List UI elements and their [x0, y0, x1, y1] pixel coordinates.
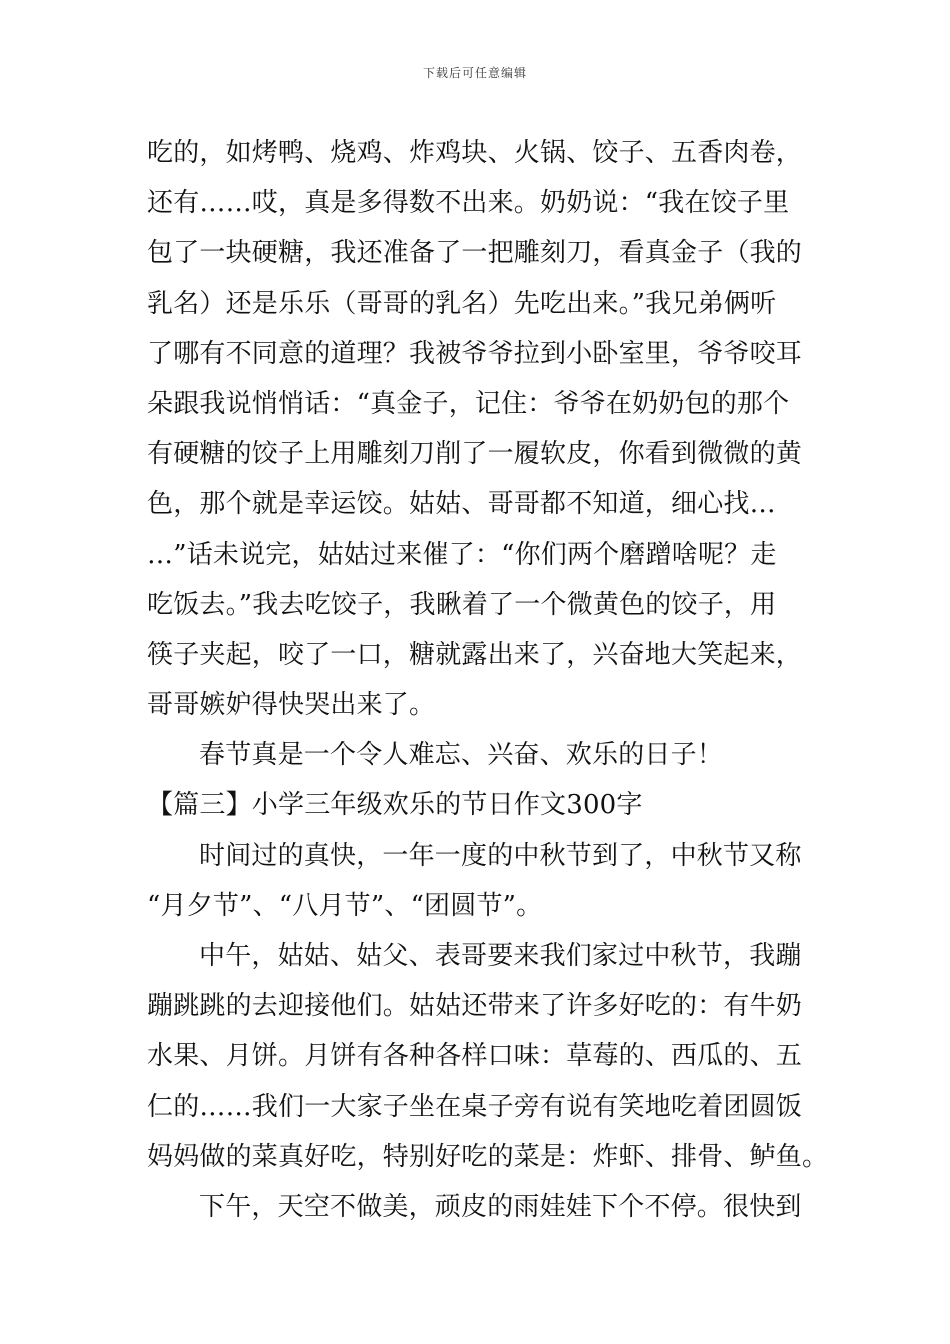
paragraph-closing-line: 春节真是一个令人难忘、兴奋、欢乐的日子！	[199, 740, 724, 771]
text-line: 妈妈做的菜真好吃，特别好吃的菜是：炸虾、排骨、鲈鱼。	[147, 1141, 829, 1172]
text-line: 朵跟我说悄悄话：“真金子，记住：爷爷在奶奶包的那个	[147, 388, 790, 419]
text-line: 哥哥嫉妒得快哭出来了。	[147, 690, 436, 721]
text-line: 色，那个就是幸运饺。姑姑、哥哥都不知道，细心找…	[147, 489, 776, 520]
paragraph-first-line: 时间过的真快，一年一度的中秋节到了，中秋节又称	[199, 840, 802, 871]
paragraph-first-line: 中午，姑姑、姑父、表哥要来我们家过中秋节，我蹦	[199, 941, 802, 971]
text-line: 包了一块硬糖，我还准备了一把雕刻刀，看真金子（我的	[147, 238, 803, 269]
text-line: 蹦跳跳的去迎接他们。姑姑还带来了许多好吃的：有牛奶	[147, 991, 803, 1022]
text-line: …”话未说完，姑姑过来催了：“你们两个磨蹭啥呢？走	[147, 539, 777, 570]
text-line: 吃的，如烤鸭、烧鸡、炸鸡块、火锅、饺子、五香肉卷，	[147, 138, 803, 168]
page-header: 下载后可任意编辑	[422, 66, 527, 80]
essay-body	[147, 128, 829, 1232]
text-line: 还有……哎，真是多得数不出来。奶奶说：“我在饺子里	[147, 188, 790, 219]
text-line: 有硬糖的饺子上用雕刻刀削了一履软皮，你看到微微的黄	[147, 439, 803, 470]
text-line: 乳名）还是乐乐（哥哥的乳名）先吃出来。”我兄弟俩听	[147, 288, 777, 319]
text-line: 水果、月饼。月饼有各种各样口味：草莓的、西瓜的、五	[147, 1041, 803, 1072]
text-line: 了哪有不同意的道理？我被爷爷拉到小卧室里，爷爷咬耳	[147, 338, 803, 369]
text-line: 仁的……我们一大家子坐在桌子旁有说有笑地吃着团圆饭	[147, 1091, 803, 1122]
text-line: 吃饭去。”我去吃饺子，我瞅着了一个微黄色的饺子，用	[147, 589, 777, 620]
paragraph-first-line: 下午，天空不做美，顽皮的雨娃娃下个不停。很快到	[199, 1191, 802, 1222]
text-line: “月夕节”、“八月节”、“团圆节”。	[147, 890, 543, 921]
text-line: 筷子夹起，咬了一口，糖就露出来了，兴奋地大笑起来，	[147, 639, 803, 670]
section-heading: 【篇三】小学三年级欢乐的节日作文300字	[147, 790, 643, 821]
